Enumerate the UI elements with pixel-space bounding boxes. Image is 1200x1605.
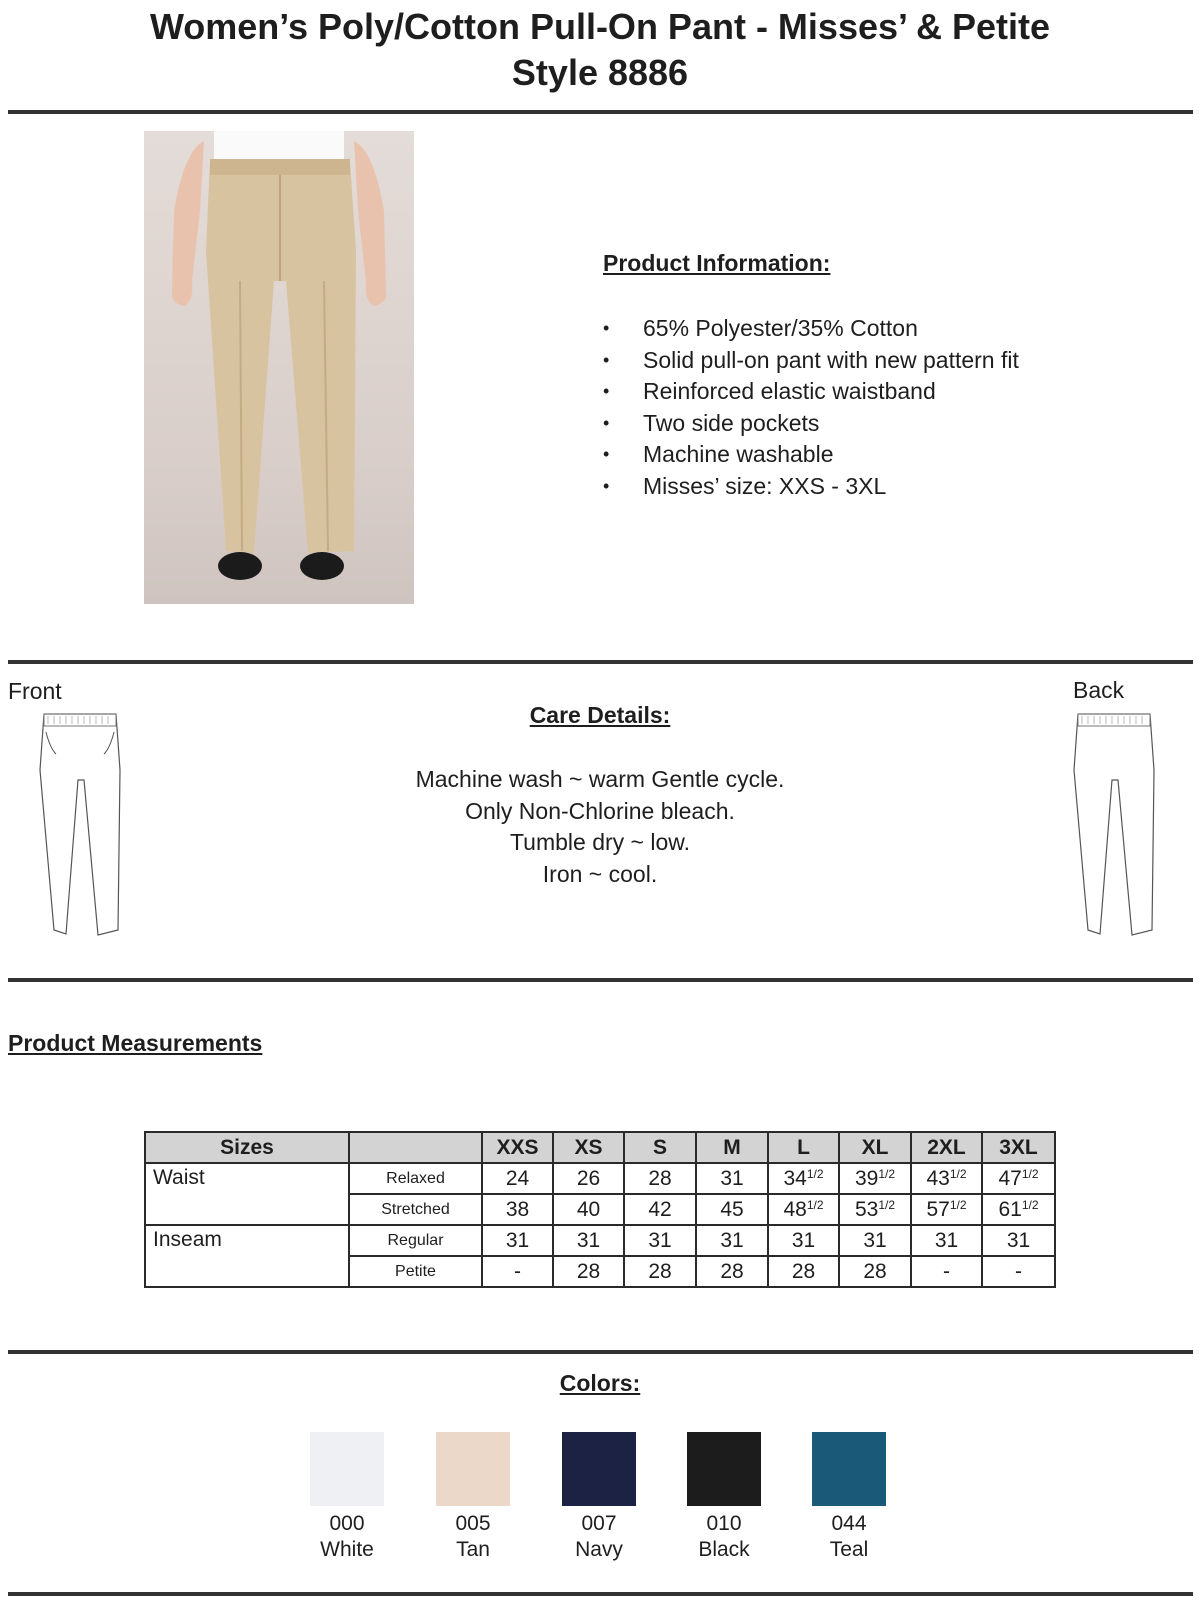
measure-name: Inseam — [145, 1225, 349, 1287]
cell-value: 31 — [1006, 1228, 1031, 1252]
cell-value: 31 — [648, 1228, 672, 1252]
color-swatch-item — [287, 1432, 407, 1563]
pant-photo-icon — [144, 131, 414, 604]
row-label: Regular — [349, 1225, 482, 1256]
cell-value: 45 — [720, 1197, 744, 1221]
table-cell — [768, 1225, 839, 1256]
cell-value: 28 — [648, 1166, 672, 1190]
color-name: Tan — [456, 1538, 490, 1561]
color-swatch-item — [789, 1432, 909, 1563]
cell-value: 43 — [926, 1166, 950, 1190]
cell-value: - — [514, 1259, 521, 1283]
list-item: • Two side pockets — [603, 408, 1019, 440]
half-fraction: 1/2 — [949, 1197, 967, 1212]
page-title — [0, 4, 1200, 96]
divider — [8, 110, 1193, 114]
table-cell — [911, 1225, 982, 1256]
half-fraction: 1/2 — [949, 1166, 967, 1181]
table-cell — [982, 1225, 1055, 1256]
care-instructions — [0, 764, 1200, 890]
table-cell — [982, 1256, 1055, 1287]
column-header: S — [624, 1132, 696, 1163]
cell-value: 31 — [791, 1228, 816, 1252]
cell-value: 28 — [720, 1259, 744, 1283]
cell-value: 31 — [934, 1228, 959, 1252]
column-header: XS — [553, 1132, 624, 1163]
table-cell — [768, 1256, 839, 1287]
column-header: 2XL — [911, 1132, 982, 1163]
table-cell — [696, 1256, 768, 1287]
list-item: • 65% Polyester/35% Cotton — [603, 313, 1019, 345]
color-swatch-item — [413, 1432, 533, 1563]
color-code: 007 — [581, 1512, 617, 1535]
half-fraction: 1/2 — [878, 1197, 896, 1212]
cell-value: 31 — [863, 1228, 887, 1252]
color-code: 010 — [706, 1512, 742, 1535]
color-swatch-item — [539, 1432, 659, 1563]
row-label: Stretched — [349, 1194, 482, 1225]
divider — [8, 978, 1193, 982]
care-line: Only Non-Chlorine bleach. — [465, 797, 735, 824]
half-fraction: 1/2 — [1021, 1166, 1039, 1181]
column-header: L — [768, 1132, 839, 1163]
color-name: Teal — [829, 1538, 869, 1561]
front-label: Front — [8, 678, 62, 704]
half-fraction: 1/2 — [806, 1166, 824, 1181]
list-item: • Solid pull-on pant with new pattern fit — [603, 345, 1019, 377]
back-label: Back — [1073, 677, 1125, 703]
color-name: White — [320, 1538, 374, 1561]
column-header: XXS — [482, 1132, 553, 1163]
table-cell — [696, 1225, 768, 1256]
cell-value: 26 — [576, 1166, 601, 1190]
table-row — [145, 1163, 1055, 1194]
table-cell — [482, 1256, 553, 1287]
table-header-row — [145, 1132, 1055, 1163]
cell-value: 40 — [576, 1197, 601, 1221]
cell-value: - — [1015, 1259, 1022, 1283]
table-cell — [696, 1163, 768, 1194]
cell-value: 57 — [926, 1197, 950, 1221]
cell-value: 34 — [783, 1166, 807, 1190]
half-fraction: 1/2 — [806, 1197, 824, 1212]
cell-value: 31 — [720, 1228, 744, 1252]
table-cell — [624, 1225, 696, 1256]
color-code: 044 — [831, 1512, 867, 1535]
table-cell — [553, 1225, 624, 1256]
row-label: Petite — [349, 1256, 482, 1287]
product-info-list — [603, 313, 1019, 503]
color-swatch — [310, 1432, 384, 1506]
table-cell — [624, 1163, 696, 1194]
size-chart-table — [144, 1131, 1056, 1288]
table-cell — [911, 1163, 982, 1194]
cell-value: 28 — [648, 1259, 672, 1283]
cell-value: 38 — [505, 1197, 530, 1221]
color-swatch — [687, 1432, 761, 1506]
color-swatch — [436, 1432, 510, 1506]
color-swatch — [812, 1432, 886, 1506]
table-cell — [624, 1194, 696, 1225]
table-cell — [982, 1194, 1055, 1225]
care-line: Tumble dry ~ low. — [509, 829, 691, 855]
care-line: Machine wash ~ warm Gentle cycle. — [415, 766, 785, 792]
style-number: Style 8886 — [511, 52, 689, 93]
table-cell — [982, 1163, 1055, 1194]
measurements-heading: Product Measurements — [8, 1030, 263, 1056]
table-cell — [839, 1256, 911, 1287]
table-cell — [696, 1194, 768, 1225]
cell-value: 42 — [648, 1197, 672, 1221]
table-cell — [553, 1194, 624, 1225]
color-name: Navy — [575, 1538, 623, 1561]
table-cell — [911, 1194, 982, 1225]
divider — [8, 660, 1193, 664]
cell-value: 39 — [854, 1166, 879, 1190]
title-line-1: Women’s Poly/Cotton Pull-On Pant - Misses’ & Petite — [149, 6, 1051, 47]
care-heading: Care Details: — [529, 702, 671, 728]
cell-value: 24 — [505, 1166, 530, 1190]
divider — [8, 1350, 1193, 1354]
column-header: XL — [839, 1132, 911, 1163]
cell-value: 53 — [854, 1197, 879, 1221]
column-header: 3XL — [982, 1132, 1055, 1163]
cell-value: 61 — [998, 1197, 1022, 1221]
column-header: M — [696, 1132, 768, 1163]
list-item: • Reinforced elastic waistband — [603, 376, 1019, 408]
color-swatch — [562, 1432, 636, 1506]
product-info-heading: Product Information: — [603, 250, 831, 276]
list-item: • Misses’ size: XXS - 3XL — [603, 471, 1019, 503]
table-cell — [553, 1163, 624, 1194]
table-cell — [839, 1225, 911, 1256]
table-cell — [839, 1163, 911, 1194]
cell-value: 28 — [791, 1259, 816, 1283]
cell-value: 28 — [576, 1259, 601, 1283]
table-row — [145, 1225, 1055, 1256]
table-cell — [911, 1256, 982, 1287]
care-line: Iron ~ cool. — [542, 860, 658, 887]
row-label: Relaxed — [349, 1163, 482, 1194]
colors-heading: Colors: — [559, 1370, 641, 1396]
cell-value: - — [943, 1259, 950, 1283]
color-code: 000 — [329, 1512, 365, 1535]
cell-value: 31 — [576, 1228, 601, 1252]
half-fraction: 1/2 — [878, 1166, 896, 1181]
list-item: • Machine washable — [603, 439, 1019, 471]
color-code: 005 — [455, 1512, 491, 1535]
sizes-header: Sizes — [145, 1132, 349, 1163]
table-cell — [768, 1163, 839, 1194]
table-cell — [482, 1163, 553, 1194]
cell-value: 47 — [998, 1166, 1022, 1190]
cell-value: 31 — [720, 1166, 744, 1190]
table-cell — [482, 1225, 553, 1256]
cell-value: 31 — [505, 1228, 530, 1252]
table-cell — [482, 1194, 553, 1225]
cell-value: 48 — [783, 1197, 807, 1221]
cell-value: 28 — [863, 1259, 887, 1283]
subheader-blank — [349, 1132, 482, 1163]
table-cell — [624, 1256, 696, 1287]
color-name: Black — [698, 1538, 750, 1561]
color-swatch-item — [664, 1432, 784, 1563]
table-cell — [768, 1194, 839, 1225]
half-fraction: 1/2 — [1021, 1197, 1039, 1212]
divider — [8, 1592, 1193, 1596]
table-cell — [553, 1256, 624, 1287]
measure-name: Waist — [145, 1163, 349, 1225]
table-cell — [839, 1194, 911, 1225]
